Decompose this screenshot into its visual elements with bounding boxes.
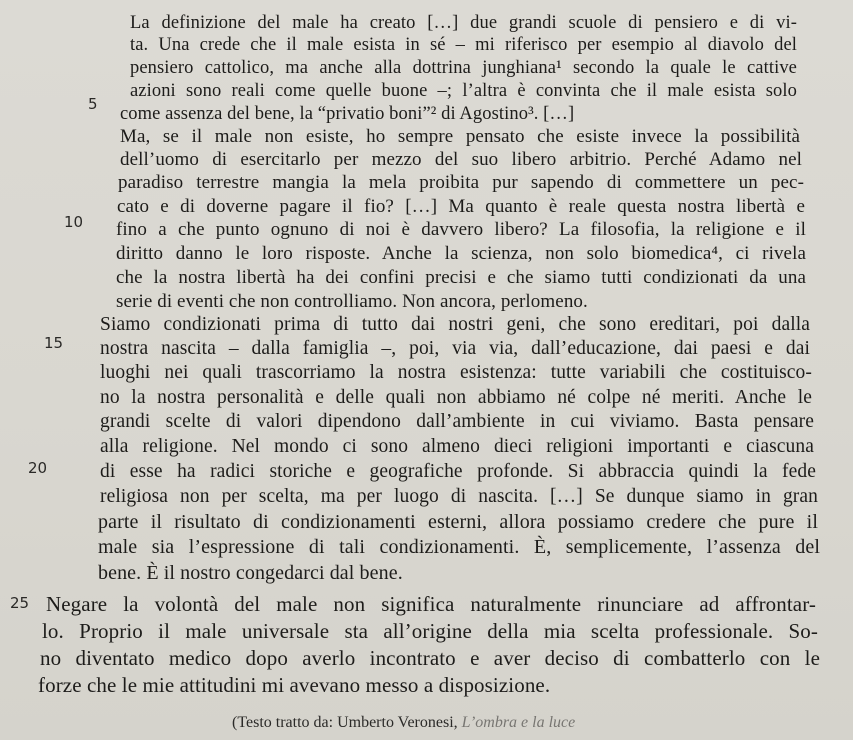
text-line-25: Negare la volontà del male non significa naturalmente rinunciare ad affrontar- [46,592,816,616]
line-number-25: 25 [10,594,30,612]
text-line-23: male sia l’espressione di tali condizionamenti. È, semplicemente, l’assenza del [98,536,820,558]
text-line-17: no la nostra personalità e delle quali non abbiamo né colpe né meriti. Anche le [100,387,812,408]
text-line-5: come assenza del bene, la “privatio boni”² di Agostino³. […] [120,104,575,124]
text-line-20: di esse ha radici storiche e geografiche profonde. Si abbraccia quindi la fede [100,461,816,482]
line-number-5: 5 [88,95,98,113]
text-line-21: religiosa non per scelta, ma per luogo di nascita. […] Se dunque siamo in gran [100,486,818,507]
text-line-9: cato e di doverne pagare il fio? […] Ma quanto è reale questa nostra libertà e [117,196,805,217]
text-line-15: nostra nascita – dalla famiglia –, poi, via via, dall’educazione, dai paesi e dai [100,338,810,359]
text-line-16: luoghi nei quali trascorriamo la nostra esistenza: tutte variabili che costituisco- [100,362,812,383]
line-number-20: 20 [28,459,48,477]
text-line-2: ta. Una crede che il male esista in sé – mi riferisco per esempio al diavolo del [130,35,797,55]
line-number-10: 10 [64,213,84,231]
text-line-1: La definizione del male ha creato […] due grandi scuole di pensiero e di vi- [130,13,797,33]
text-line-4: azioni sono reali come quelle buone –; l’altra è convinta che il male esista solo [130,81,797,101]
text-line-26: lo. Proprio il male universale sta all’origine della mia scelta professionale. So- [42,619,818,643]
text-line-13: serie di eventi che non controlliamo. Non ancora, perlomeno. [116,291,588,312]
text-line-3: pensiero cattolico, ma anche alla dottrina junghiana¹ secondo la quale le cattive [130,58,797,78]
source-citation-text: (Testo tratto da: Umberto Veronesi, [232,714,462,731]
text-line-8: paradiso terrestre mangia la mela proibita pur sapendo di commettere un pec- [118,172,804,193]
source-citation-title: L’ombra e la luce [461,714,576,731]
line-number-15: 15 [44,334,64,352]
source-citation [232,714,575,732]
text-line-10: fino a che punto ognuno di noi è davvero libero? La filosofia, la religione e il [116,219,806,240]
text-line-19: alla religione. Nel mondo ci sono almeno dieci religioni importanti e ciascuna [100,436,814,457]
text-line-22: parte il risultato di condizionamenti esterni, allora possiamo credere che pure il [98,511,818,533]
text-line-18: grandi scelte di valori dipendono dall’ambiente in cui viviamo. Basta pensare [100,411,814,432]
text-line-28: forze che le mie attitudini mi avevano messo a disposizione. [38,673,551,697]
text-line-12: che la nostra libertà ha dei confini precisi e che siamo tutti condizionati da una [116,267,806,288]
text-line-6: Ma, se il male non esiste, ho sempre pensato che esiste invece la possibilità [120,126,800,147]
text-line-11: diritto danno le loro risposte. Anche la scienza, non solo biomedica⁴, ci rivela [116,243,806,264]
text-line-7: dell’uomo di esercitarlo per mezzo del suo libero arbitrio. Perché Adamo nel [120,149,802,170]
text-line-14: Siamo condizionati prima di tutto dai nostri geni, che sono ereditari, poi dalla [100,314,810,335]
text-line-27: no diventato medico dopo averlo incontrato e aver deciso di combatterlo con le [40,646,820,670]
text-line-24: bene. È il nostro congedarci dal bene. [98,562,403,584]
